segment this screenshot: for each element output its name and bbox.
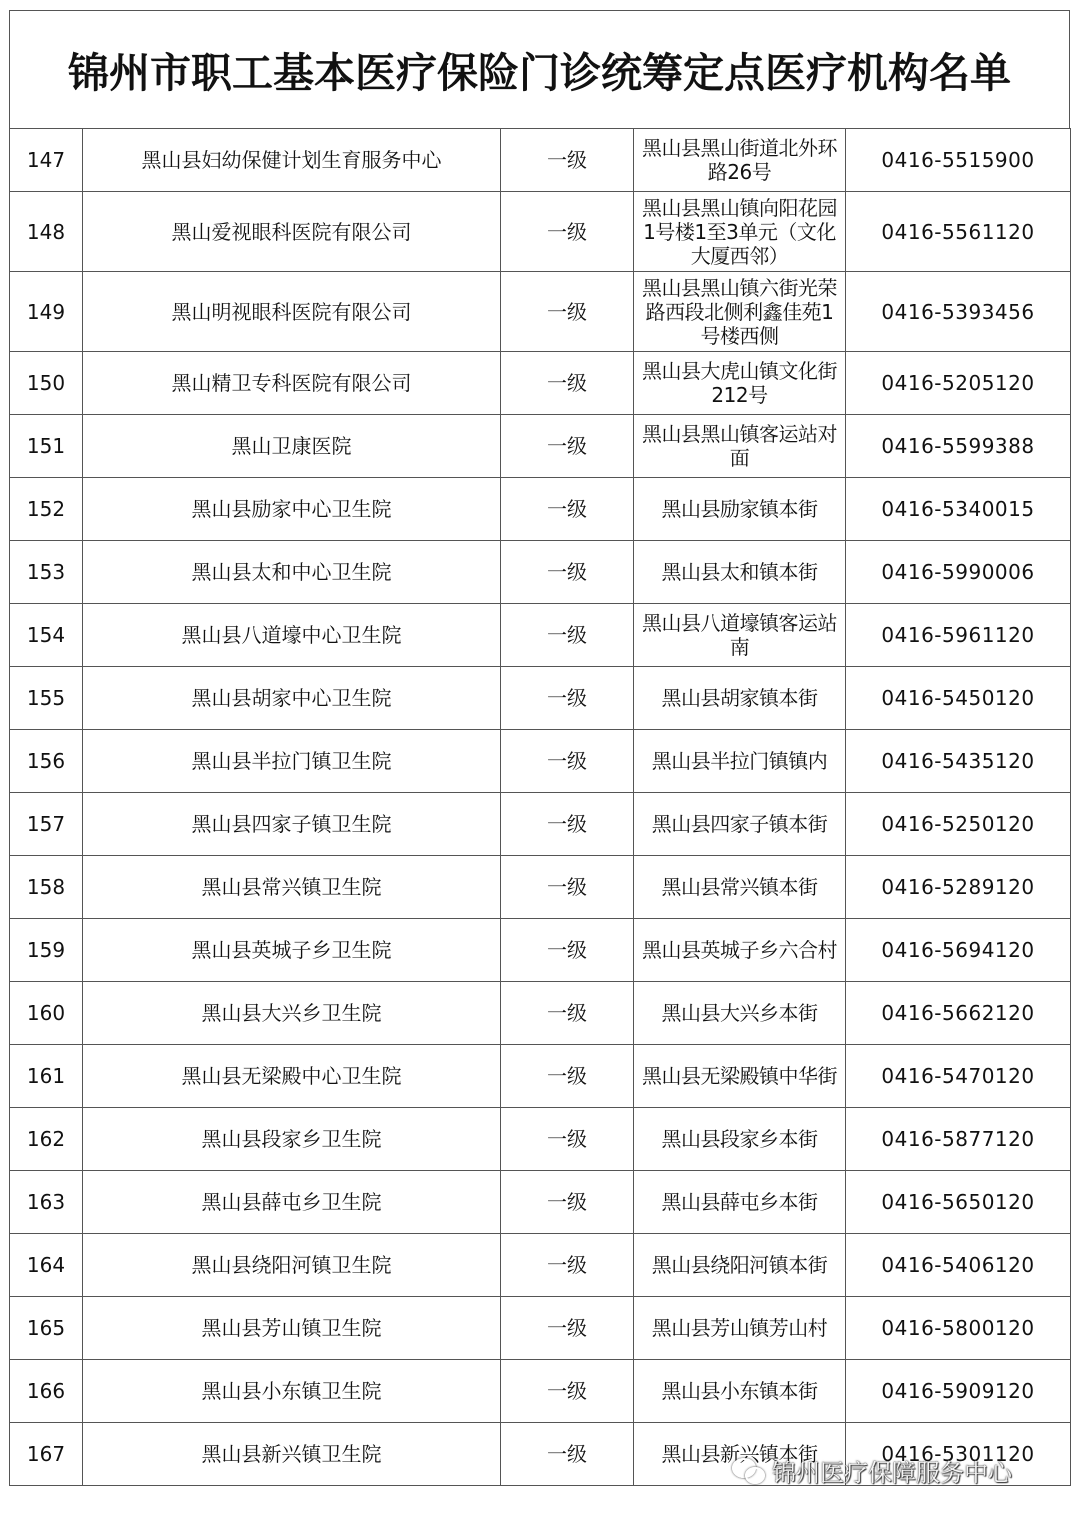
institution-table: [9, 128, 1071, 1486]
institution-phone: 0416-5205120: [846, 352, 1071, 415]
institution-name: 黑山县太和中心卫生院: [83, 541, 501, 604]
institution-phone: 0416-5470120: [846, 1045, 1071, 1108]
institution-name: 黑山县新兴镇卫生院: [83, 1423, 501, 1486]
institution-name: 黑山县无梁殿中心卫生院: [83, 1045, 501, 1108]
institution-level: 一级: [501, 1234, 634, 1297]
institution-address: 黑山县薛屯乡本街: [634, 1171, 846, 1234]
institution-phone: 0416-5909120: [846, 1360, 1071, 1423]
institution-phone: 0416-5393456: [846, 272, 1071, 352]
watermark: [732, 1452, 1012, 1488]
table-row: [10, 667, 1071, 730]
institution-phone: 0416-5961120: [846, 604, 1071, 667]
institution-name: 黑山明视眼科医院有限公司: [83, 272, 501, 352]
institution-level: 一级: [501, 272, 634, 352]
wechat-icon: [732, 1456, 766, 1484]
institution-address: 黑山县常兴镇本街: [634, 856, 846, 919]
institution-phone: 0416-5406120: [846, 1234, 1071, 1297]
row-number: 153: [10, 541, 83, 604]
table-row: [10, 1108, 1071, 1171]
institution-address: 黑山县无梁殿镇中华街: [634, 1045, 846, 1108]
institution-name: 黑山县段家乡卫生院: [83, 1108, 501, 1171]
institution-name: 黑山县妇幼保健计划生育服务中心: [83, 129, 501, 192]
table-row: [10, 129, 1071, 192]
row-number: 149: [10, 272, 83, 352]
institution-phone: 0416-5250120: [846, 793, 1071, 856]
table-row: [10, 272, 1071, 352]
institution-phone: 0416-5289120: [846, 856, 1071, 919]
row-number: 159: [10, 919, 83, 982]
institution-address: 黑山县半拉门镇镇内: [634, 730, 846, 793]
institution-name: 黑山精卫专科医院有限公司: [83, 352, 501, 415]
institution-level: 一级: [501, 192, 634, 272]
institution-level: 一级: [501, 793, 634, 856]
page-title: 锦州市职工基本医疗保险门诊统筹定点医疗机构名单: [68, 49, 1011, 97]
table-row: [10, 604, 1071, 667]
row-number: 152: [10, 478, 83, 541]
institution-name: 黑山县励家中心卫生院: [83, 478, 501, 541]
table-row: [10, 415, 1071, 478]
institution-address: 黑山县大虎山镇文化街212号: [634, 352, 846, 415]
institution-level: 一级: [501, 856, 634, 919]
row-number: 165: [10, 1297, 83, 1360]
institution-name: 黑山县小东镇卫生院: [83, 1360, 501, 1423]
row-number: 147: [10, 129, 83, 192]
institution-address: 黑山县英城子乡六合村: [634, 919, 846, 982]
institution-level: 一级: [501, 1297, 634, 1360]
title-box: [9, 10, 1070, 128]
row-number: 155: [10, 667, 83, 730]
institution-phone: 0416-5650120: [846, 1171, 1071, 1234]
institution-phone: 0416-5435120: [846, 730, 1071, 793]
institution-phone: 0416-5990006: [846, 541, 1071, 604]
institution-phone: 0416-5340015: [846, 478, 1071, 541]
row-number: 154: [10, 604, 83, 667]
institution-name: 黑山县大兴乡卫生院: [83, 982, 501, 1045]
institution-address: 黑山县黑山镇六街光荣路西段北侧利鑫佳苑1号楼西侧: [634, 272, 846, 352]
institution-address: 黑山县黑山镇客运站对面: [634, 415, 846, 478]
row-number: 148: [10, 192, 83, 272]
table-row: [10, 1360, 1071, 1423]
institution-name: 黑山县四家子镇卫生院: [83, 793, 501, 856]
institution-address: 黑山县芳山镇芳山村: [634, 1297, 846, 1360]
institution-name: 黑山县胡家中心卫生院: [83, 667, 501, 730]
table-row: [10, 793, 1071, 856]
institution-name: 黑山县八道壕中心卫生院: [83, 604, 501, 667]
row-number: 166: [10, 1360, 83, 1423]
table-row: [10, 919, 1071, 982]
row-number: 157: [10, 793, 83, 856]
institution-address: 黑山县大兴乡本街: [634, 982, 846, 1045]
institution-address: 黑山县黑山镇向阳花园1号楼1至3单元（文化大厦西邻）: [634, 192, 846, 272]
table-row: [10, 192, 1071, 272]
institution-phone: 0416-5800120: [846, 1297, 1071, 1360]
institution-phone: 0416-5561120: [846, 192, 1071, 272]
institution-level: 一级: [501, 1423, 634, 1486]
institution-address: 黑山县新兴镇本街: [634, 1423, 846, 1486]
institution-name: 黑山县半拉门镇卫生院: [83, 730, 501, 793]
institution-level: 一级: [501, 1045, 634, 1108]
institution-address: 黑山县太和镇本街: [634, 541, 846, 604]
table-row: [10, 730, 1071, 793]
institution-level: 一级: [501, 1171, 634, 1234]
institution-address: 黑山县段家乡本街: [634, 1108, 846, 1171]
row-number: 167: [10, 1423, 83, 1486]
institution-name: 黑山县绕阳河镇卫生院: [83, 1234, 501, 1297]
institution-address: 黑山县小东镇本街: [634, 1360, 846, 1423]
row-number: 163: [10, 1171, 83, 1234]
row-number: 164: [10, 1234, 83, 1297]
institution-address: 黑山县黑山街道北外环路26号: [634, 129, 846, 192]
institution-address: 黑山县胡家镇本街: [634, 667, 846, 730]
institution-address: 黑山县四家子镇本街: [634, 793, 846, 856]
table-row: [10, 982, 1071, 1045]
institution-level: 一级: [501, 478, 634, 541]
watermark-text: 锦州医疗保障服务中心: [772, 1458, 1012, 1487]
table-row: [10, 478, 1071, 541]
institution-name: 黑山县英城子乡卫生院: [83, 919, 501, 982]
institution-level: 一级: [501, 604, 634, 667]
institution-phone: 0416-5599388: [846, 415, 1071, 478]
row-number: 158: [10, 856, 83, 919]
institution-level: 一级: [501, 919, 634, 982]
institution-phone: 0416-5877120: [846, 1108, 1071, 1171]
institution-level: 一级: [501, 352, 634, 415]
table-row: [10, 541, 1071, 604]
institution-phone: 0416-5694120: [846, 919, 1071, 982]
institution-phone: 0416-5450120: [846, 667, 1071, 730]
institution-phone: 0416-5515900: [846, 129, 1071, 192]
institution-phone: 0416-5301120: [846, 1423, 1071, 1486]
institution-level: 一级: [501, 1108, 634, 1171]
row-number: 156: [10, 730, 83, 793]
institution-name: 黑山爱视眼科医院有限公司: [83, 192, 501, 272]
institution-name: 黑山县薛屯乡卫生院: [83, 1171, 501, 1234]
table-row: [10, 856, 1071, 919]
row-number: 150: [10, 352, 83, 415]
institution-name: 黑山卫康医院: [83, 415, 501, 478]
table-row: [10, 1297, 1071, 1360]
row-number: 161: [10, 1045, 83, 1108]
table-row: [10, 1171, 1071, 1234]
row-number: 162: [10, 1108, 83, 1171]
institution-level: 一级: [501, 982, 634, 1045]
institution-address: 黑山县八道壕镇客运站南: [634, 604, 846, 667]
table-row: [10, 352, 1071, 415]
institution-level: 一级: [501, 667, 634, 730]
institution-address: 黑山县绕阳河镇本街: [634, 1234, 846, 1297]
institution-level: 一级: [501, 415, 634, 478]
institution-address: 黑山县励家镇本街: [634, 478, 846, 541]
table-row: [10, 1234, 1071, 1297]
institution-level: 一级: [501, 1360, 634, 1423]
table-row: [10, 1045, 1071, 1108]
institution-name: 黑山县常兴镇卫生院: [83, 856, 501, 919]
row-number: 151: [10, 415, 83, 478]
row-number: 160: [10, 982, 83, 1045]
institution-level: 一级: [501, 541, 634, 604]
institution-level: 一级: [501, 730, 634, 793]
institution-level: 一级: [501, 129, 634, 192]
institution-name: 黑山县芳山镇卫生院: [83, 1297, 501, 1360]
institution-phone: 0416-5662120: [846, 982, 1071, 1045]
